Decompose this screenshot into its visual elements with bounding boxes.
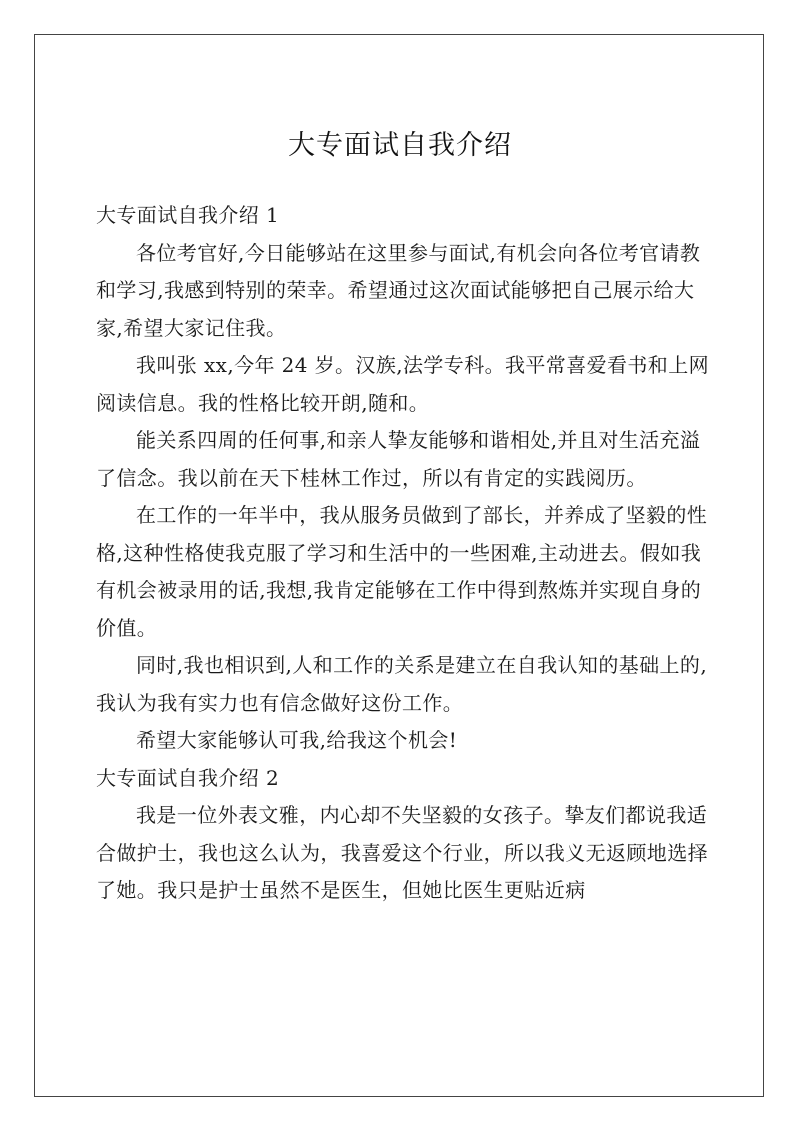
paragraph: 在工作的一年半中，我从服务员做到了部长，并养成了坚毅的性格,这种性格使我克服了学习和生活中的一些困难,主动进去。假如我有机会被录用的话,我想,我肯定能够在工作中得到熬炼并实现自身的价值。 [96, 503, 708, 640]
document-title: 大专面试自我介绍 [288, 130, 512, 161]
paragraph: 我是一位外表文雅，内心却不失坚毅的女孩子。挚友们都说我适合做护士，我也这么认为，我喜爱这个行业，所以我义无返顾地选择了她。我只是护士虽然不是医生，但她比医生更贴近病 [96, 803, 708, 902]
paragraph: 同时,我也相识到,人和工作的关系是建立在自我认知的基础上的,我认为我有实力也有信念做好这份工作。 [96, 653, 708, 715]
paragraph: 希望大家能够认可我,给我这个机会! [136, 728, 458, 752]
paragraph: 我叫张 xx,今年 24 岁。汉族,法学专科。我平常喜爱看书和上网阅读信息。我的性格比较开朗,随和。 [96, 353, 709, 415]
section-heading-1: 大专面试自我介绍 1 [96, 203, 280, 227]
paragraph: 能关系四周的任何事,和亲人挚友能够和谐相处,并且对生活充溢了信念。我以前在天下桂林工作过，所以有肯定的实践阅历。 [96, 428, 701, 490]
document-body [96, 197, 716, 910]
section-heading-2: 大专面试自我介绍 2 [96, 765, 280, 790]
paragraph: 各位考官好,今日能够站在这里参与面试,有机会向各位考官请教和学习,我感到特别的荣幸。希望通过这次面试能够把自己展示给大家,希望大家记住我。 [96, 240, 701, 340]
